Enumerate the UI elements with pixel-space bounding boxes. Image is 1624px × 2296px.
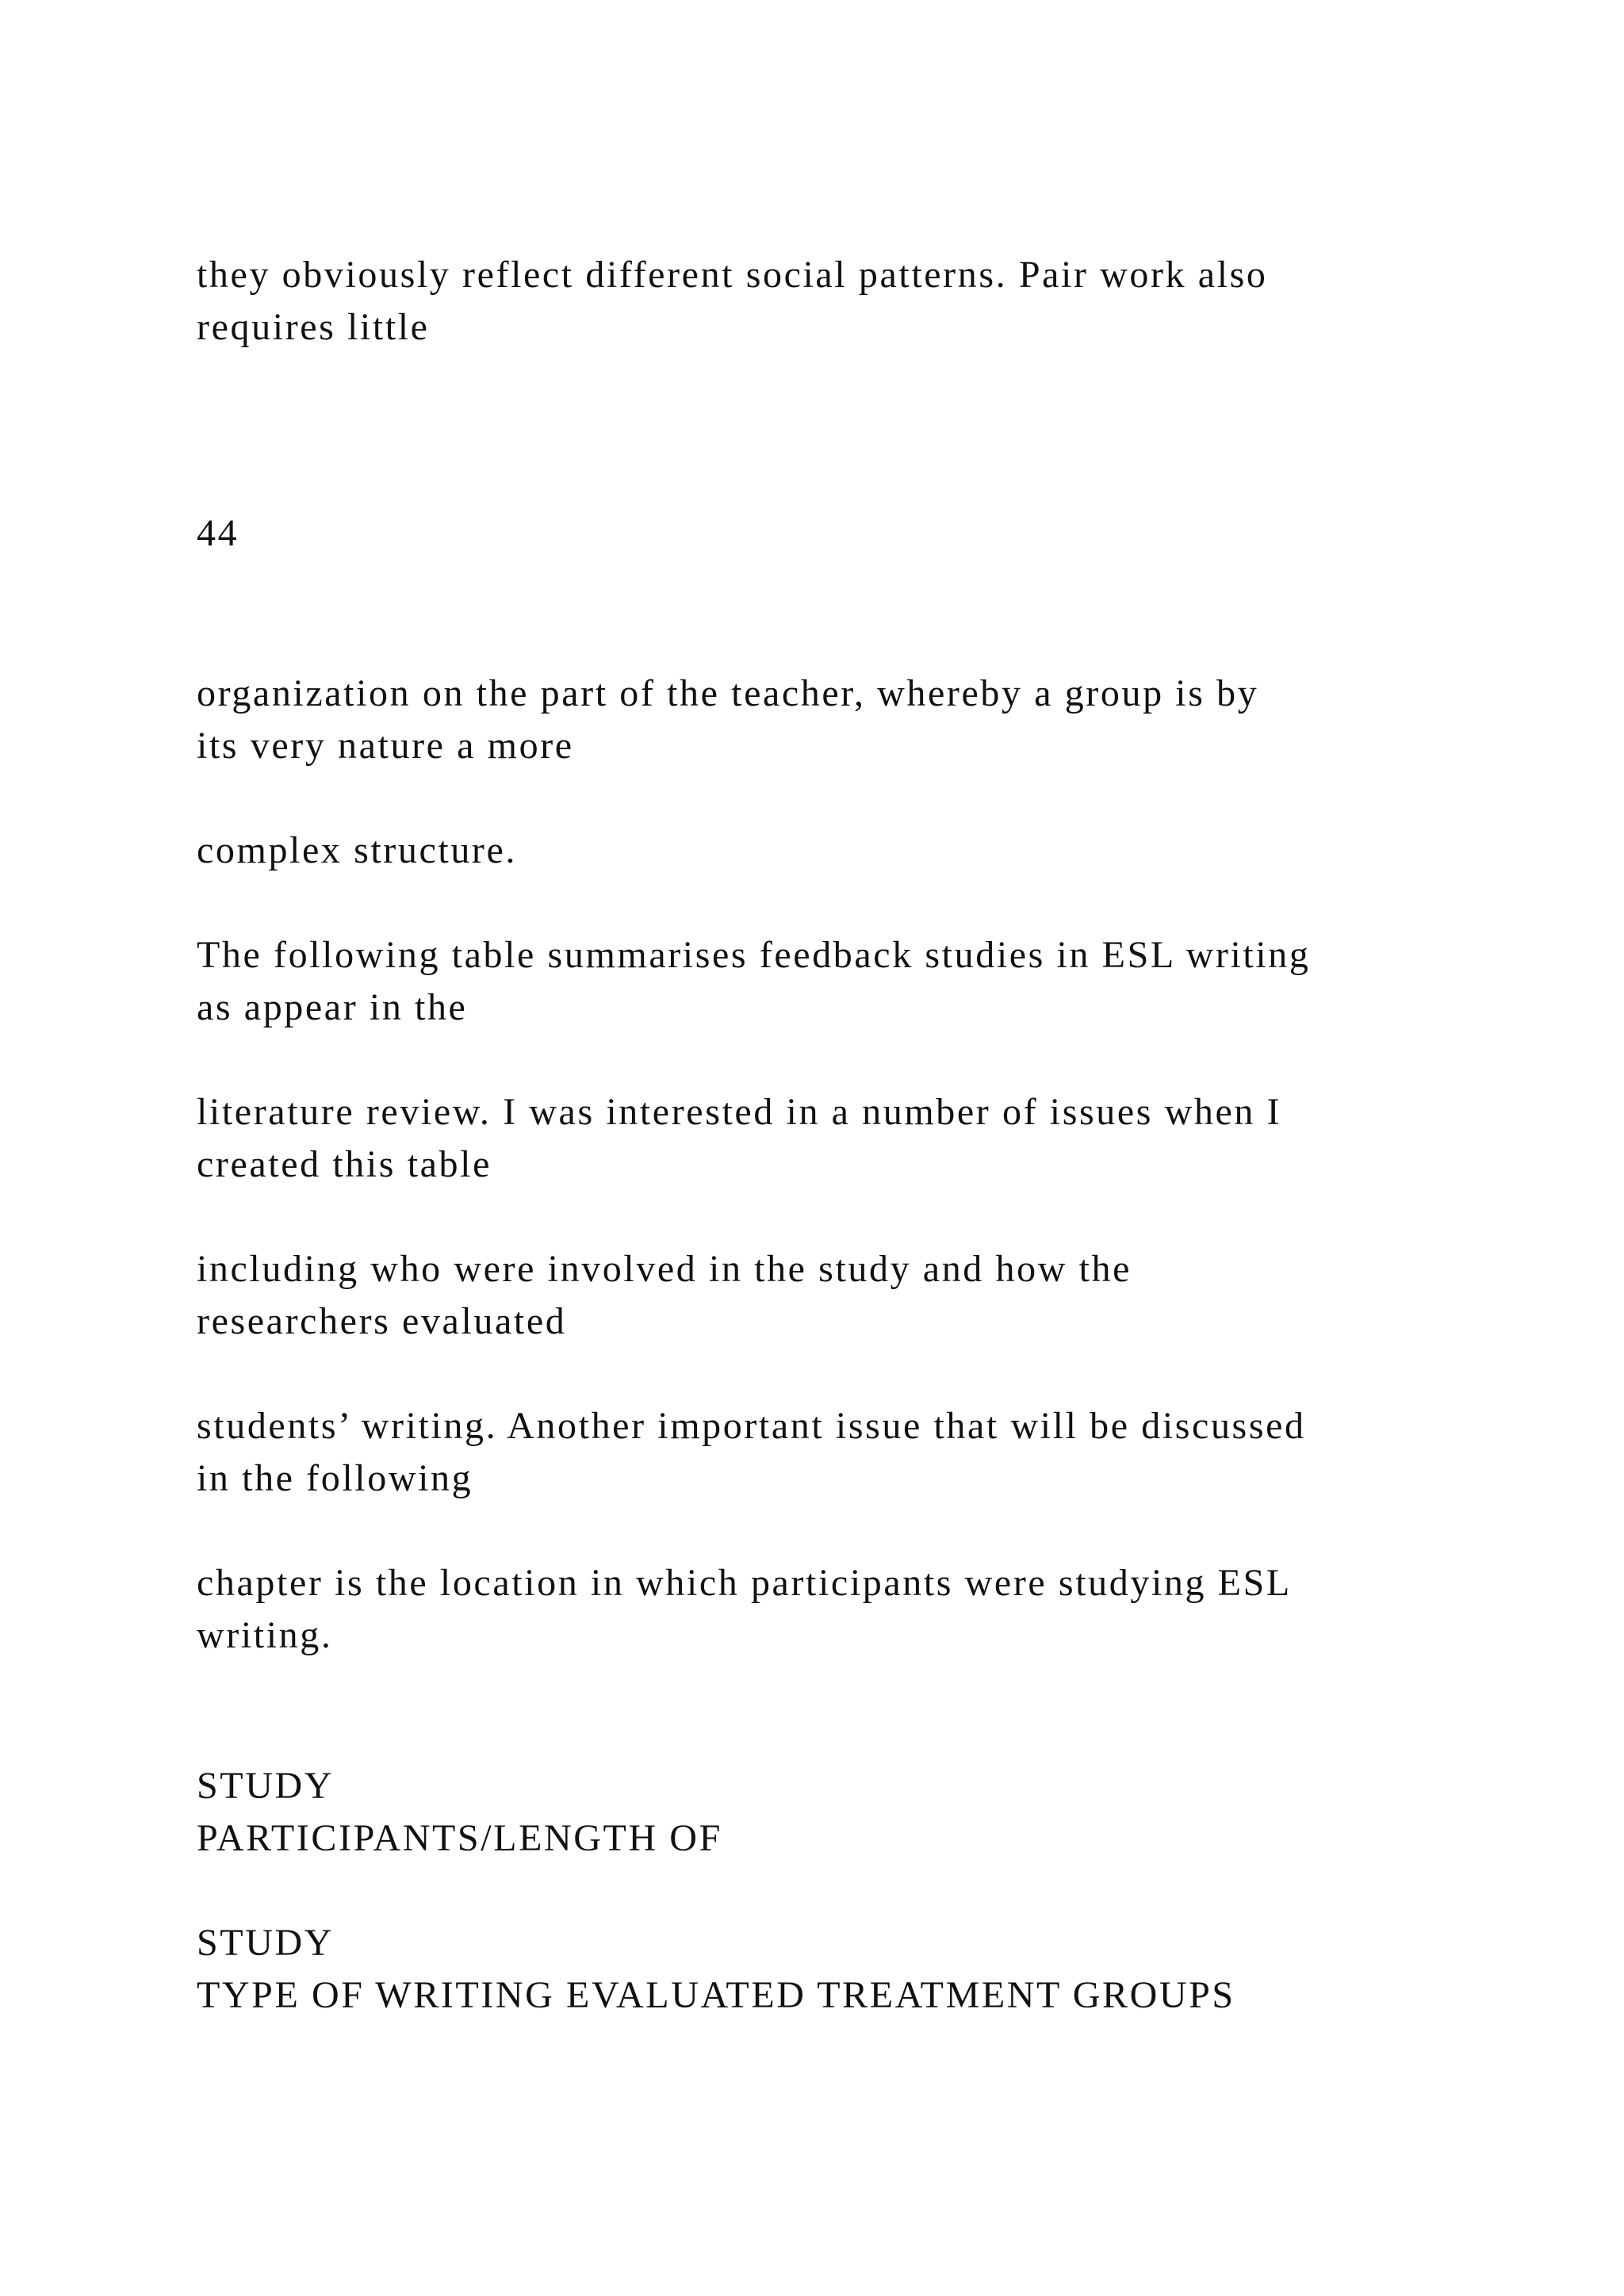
paragraph-2-line-2: its very nature a more	[197, 725, 574, 767]
paragraph-6-line-1: including who were involved in the study and how the	[197, 1248, 1132, 1290]
table-header-writing-treatment: TYPE OF WRITING EVALUATED TREATMENT GROUPS	[197, 1974, 1235, 2016]
paragraph-8-line-1: chapter is the location in which participants were studying ESL	[197, 1562, 1292, 1604]
table-header-study: STUDY	[197, 1765, 335, 1807]
paragraph-7-line-1: students’ writing. Another important issue that will be discussed	[197, 1405, 1306, 1447]
paragraph-2-line-1: organization on the part of the teacher, whereby a group is by	[197, 672, 1259, 714]
paragraph-1-line-1: they obviously reflect different social patterns. Pair work also	[197, 254, 1268, 296]
paragraph-7-line-2: in the following	[197, 1457, 473, 1499]
paragraph-5-line-1: literature review. I was interested in a number of issues when I	[197, 1091, 1282, 1133]
table-header-study-2: STUDY	[197, 1922, 335, 1964]
paragraph-8-line-2: writing.	[197, 1614, 333, 1656]
paragraph-3-line-1: complex structure.	[197, 829, 518, 871]
paragraph-4-line-2: as appear in the	[197, 986, 468, 1028]
table-header-participants-length: PARTICIPANTS/LENGTH OF	[197, 1817, 722, 1859]
paragraph-1-line-2: requires little	[197, 306, 430, 348]
paragraph-4-line-1: The following table summarises feedback studies in ESL writing	[197, 934, 1311, 976]
paragraph-6-line-2: researchers evaluated	[197, 1300, 567, 1342]
paragraph-5-line-2: created this table	[197, 1143, 492, 1185]
page-number: 44	[197, 512, 239, 554]
